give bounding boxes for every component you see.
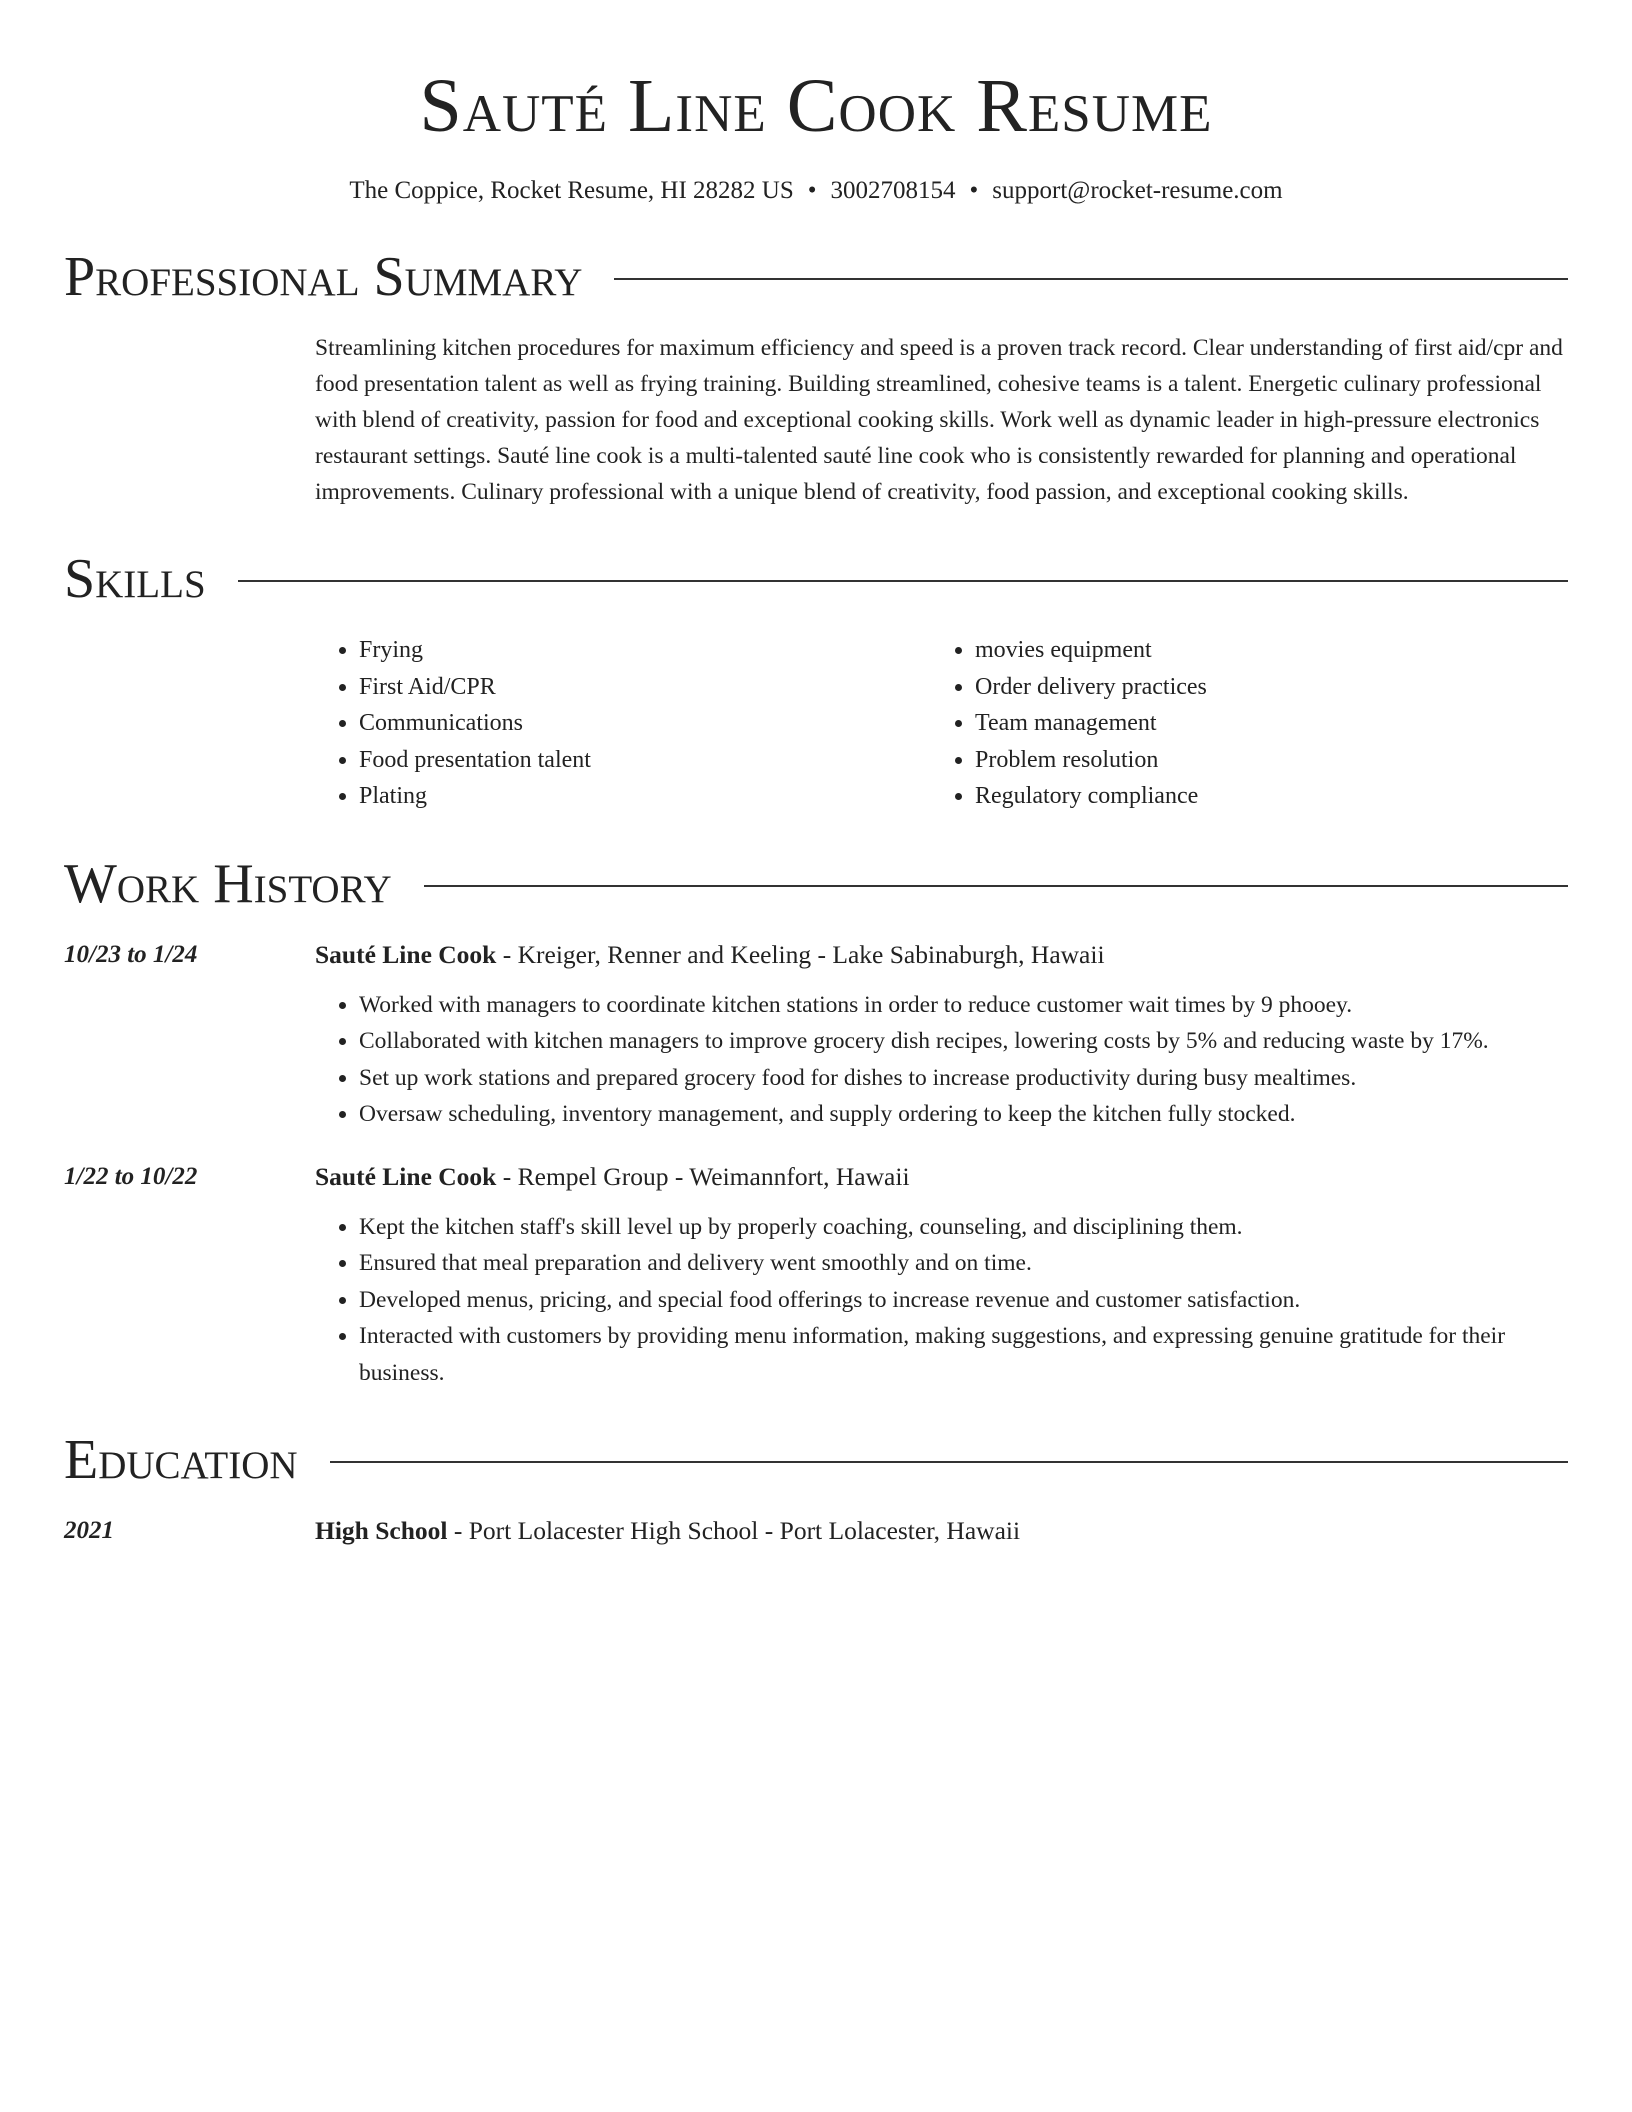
education-section-header — [64, 1425, 1568, 1495]
work-bullet: • Set up work stations and prepared grocery food for dishes to increase productivity during busy mealtimes. — [359, 1060, 1568, 1097]
education-date: 2021 — [64, 1517, 114, 1544]
skill-item: • First Aid/CPR — [359, 669, 931, 706]
work-headline — [315, 937, 1568, 973]
skill-item: • Frying — [359, 632, 931, 669]
skills-column-right — [931, 632, 1547, 815]
work-heading: Work History — [64, 852, 392, 915]
education-heading: Education — [64, 1429, 298, 1491]
work-date: 1/22 to 10/22 — [64, 1162, 198, 1190]
work-entry — [64, 937, 1568, 1133]
contact-line — [64, 174, 1568, 208]
skill-item: • movies equipment — [975, 632, 1547, 669]
section-divider — [614, 278, 1568, 280]
skills-column-left — [315, 632, 931, 815]
section-divider — [424, 885, 1568, 887]
work-bullet: • Interacted with customers by providing menu information, making suggestions, and expressing genuine gratitude for their business. — [359, 1318, 1568, 1391]
work-bullet: • Kept the kitchen staff's skill level up by properly coaching, counseling, and disciplining them. — [359, 1209, 1568, 1246]
summary-section-header — [64, 242, 1568, 312]
contact-separator: • — [969, 177, 979, 204]
contact-address: The Coppice, Rocket Resume, HI 28282 US — [349, 177, 794, 204]
contact-email: support@rocket-resume.com — [992, 177, 1283, 204]
work-date: 10/23 to 1/24 — [64, 940, 198, 968]
work-bullet: • Collaborated with kitchen managers to improve grocery dish recipes, lowering costs by 5% and reducing waste by 17%. — [359, 1023, 1568, 1060]
skills-heading: Skills — [64, 548, 206, 610]
job-title: Sauté Line Cook — [315, 1161, 497, 1191]
skill-item: • Food presentation talent — [359, 742, 931, 779]
section-divider — [330, 1461, 1568, 1463]
job-title: Sauté Line Cook — [315, 939, 497, 969]
summary-text: Streamlining kitchen procedures for maximum efficiency and speed is a proven track record. Clear understanding of first aid/cpr and food presentation talent as well as frying training. Building streamlined, cohesive teams is a talent. Energetic culinary professional with blend of creativity, passion for food and exceptional cooking skills. Work well as dynamic leader in high-pressure electronics restaurant settings. Sauté line cook is a multi-talented sauté line cook who is consistently rewarded for planning and operational improvements. Culinary professional with a unique blend of creativity, food passion, and exceptional cooking skills. — [315, 335, 1563, 505]
skills-list — [315, 632, 1568, 815]
skill-item: • Problem resolution — [975, 742, 1547, 779]
skill-item: • Plating — [359, 778, 931, 815]
contact-separator: • — [807, 177, 817, 204]
skill-item: • Team management — [975, 705, 1547, 742]
work-headline — [315, 1159, 1568, 1195]
work-bullets — [315, 987, 1568, 1133]
contact-phone: 3002708154 — [830, 177, 956, 204]
work-bullet: • Ensured that meal preparation and delivery went smoothly and on time. — [359, 1245, 1568, 1282]
section-divider — [238, 580, 1568, 582]
education-entry — [64, 1513, 1568, 1549]
education-headline — [315, 1513, 1568, 1549]
skill-item: • Communications — [359, 705, 931, 742]
school-info: - Port Lolacester High School - Port Lolacester, Hawaii — [447, 1516, 1021, 1545]
page-title: Sauté Line Cook Resume — [419, 64, 1213, 148]
skill-item: • Regulatory compliance — [975, 778, 1547, 815]
job-employer: - Kreiger, Renner and Keeling - Lake Sabinaburgh, Hawaii — [496, 939, 1105, 969]
skills-section-header — [64, 544, 1568, 614]
work-bullet: • Worked with managers to coordinate kitchen stations in order to reduce customer wait times by 9 phooey. — [359, 987, 1568, 1024]
work-entry — [64, 1159, 1568, 1392]
skill-item: • Order delivery practices — [975, 669, 1547, 706]
job-employer: - Rempel Group - Weimannfort, Hawaii — [496, 1161, 910, 1191]
summary-heading: Professional Summary — [64, 246, 583, 308]
work-bullet: • Oversaw scheduling, inventory management, and supply ordering to keep the kitchen fully stocked. — [359, 1096, 1568, 1133]
degree-title: High School — [315, 1516, 448, 1545]
work-section-header — [64, 849, 1568, 919]
work-bullet: • Developed menus, pricing, and special food offerings to increase revenue and customer satisfaction. — [359, 1282, 1568, 1319]
work-bullets — [315, 1209, 1568, 1392]
